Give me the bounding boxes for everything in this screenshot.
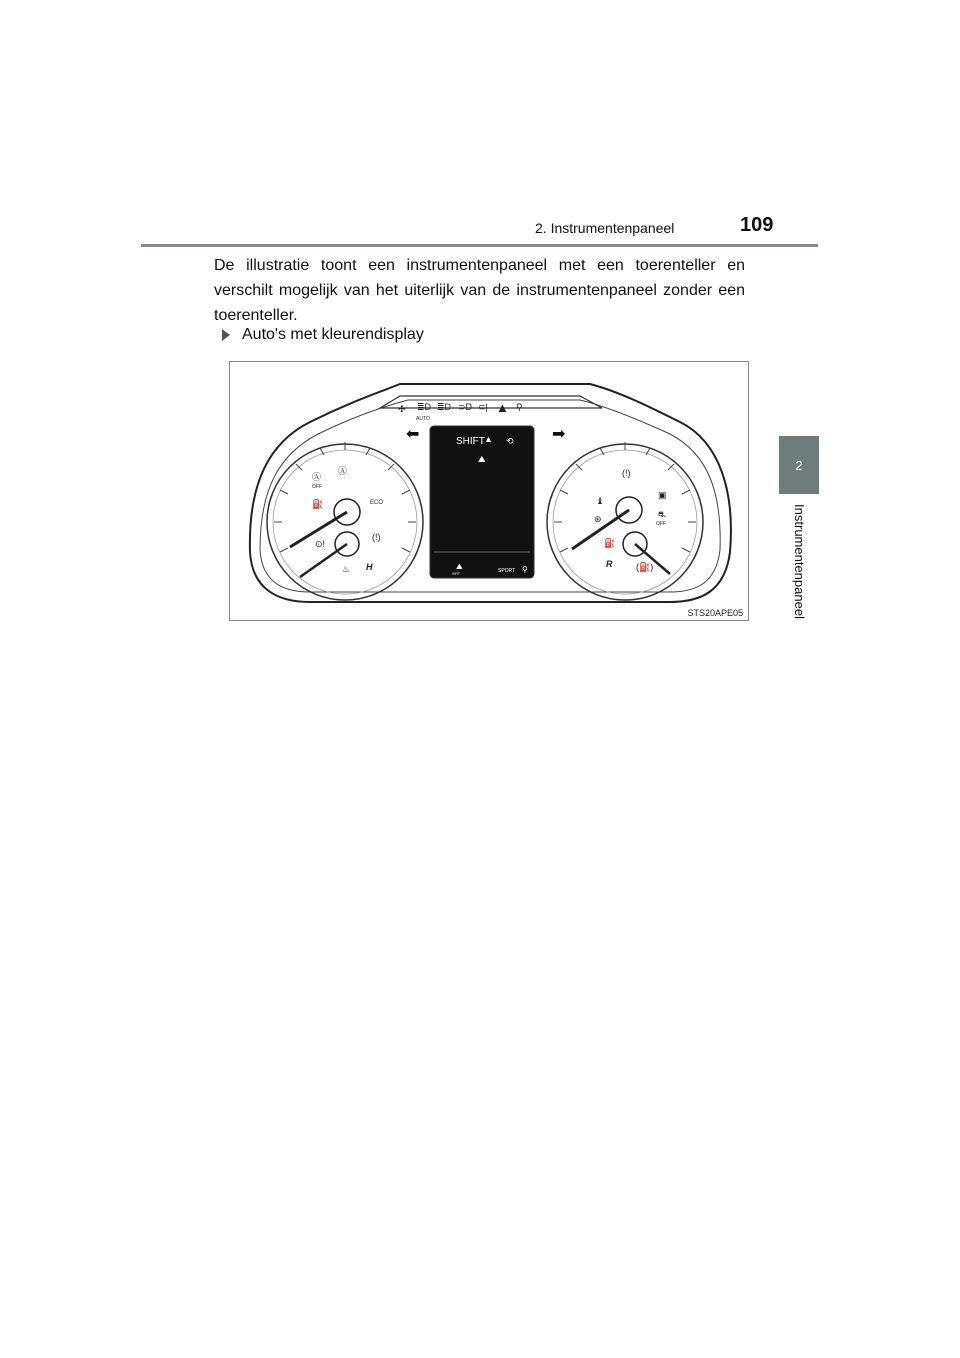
svg-text:♨: ♨ [342,564,351,574]
left-turn-arrow-icon: ⬅ [406,426,420,443]
svg-text:⛰: ⛰ [456,562,463,571]
bullet-label: Auto's met kleurendisplay [242,326,424,343]
svg-text:⛽: ⛽ [312,499,324,509]
header-rule [141,244,818,247]
svg-text:⛰: ⛰ [478,454,486,464]
svg-text:R: R [606,559,613,569]
section-title: 2. Instrumentenpaneel [535,220,675,236]
svg-text:♝: ♝ [596,496,605,506]
svg-text:Ⓐ: Ⓐ [312,472,322,482]
svg-text:⊙!: ⊙! [315,539,326,549]
svg-text:▲: ▲ [484,434,493,444]
svg-text:≣D: ≣D [417,402,432,412]
svg-text:⊃D: ⊃D [458,402,473,412]
chapter-tab[interactable]: 2 [779,436,819,494]
svg-text:▲: ▲ [496,400,509,415]
svg-text:⊂|: ⊂| [478,402,488,412]
svg-text:(!): (!) [372,532,381,542]
svg-text:SPORT: SPORT [498,568,516,574]
svg-text:✣: ✣ [398,404,406,414]
svg-text:⚲: ⚲ [522,565,528,574]
svg-text:ECO: ECO [370,500,384,506]
figure-code: STS20APE05 [687,608,743,618]
svg-text:⚲: ⚲ [516,402,523,412]
instrument-cluster-figure [229,361,749,621]
bullet-arrow-icon [222,329,230,341]
instrument-cluster-illustration [230,362,748,620]
svg-text:OFF: OFF [452,571,460,576]
svg-text:▣: ▣ [658,490,667,500]
svg-text:≣D: ≣D [437,402,452,412]
svg-text:⟲: ⟲ [506,436,514,446]
svg-text:OFF: OFF [312,484,322,490]
svg-text:⊛: ⊛ [594,514,602,524]
svg-text:⛽: ⛽ [604,538,616,548]
top-indicator-icons [398,400,523,422]
page-number: 109 [740,214,774,236]
chapter-side-label: Instrumentenpaneel [791,503,807,619]
right-gauge [547,442,703,600]
right-turn-arrow-icon: ➡ [552,426,566,443]
center-display [430,426,534,578]
left-gauge [267,442,423,600]
svg-text:SHIFT: SHIFT [456,436,485,447]
svg-text:H: H [366,562,373,572]
svg-text:⛐: ⛐ [658,509,666,519]
bullet-item [222,326,424,344]
svg-text:(⛽): (⛽) [636,562,654,572]
svg-text:OFF: OFF [656,521,666,527]
svg-text:Ⓐ: Ⓐ [338,466,348,476]
svg-text:(!): (!) [622,468,631,478]
intro-paragraph: De illustratie toont een instrumentenpaneel met een toerenteller en verschilt mogelijk van het uiterlijk van de instrumentenpaneel zonder een toerenteller. [214,257,745,324]
svg-text:AUTO: AUTO [416,416,430,422]
